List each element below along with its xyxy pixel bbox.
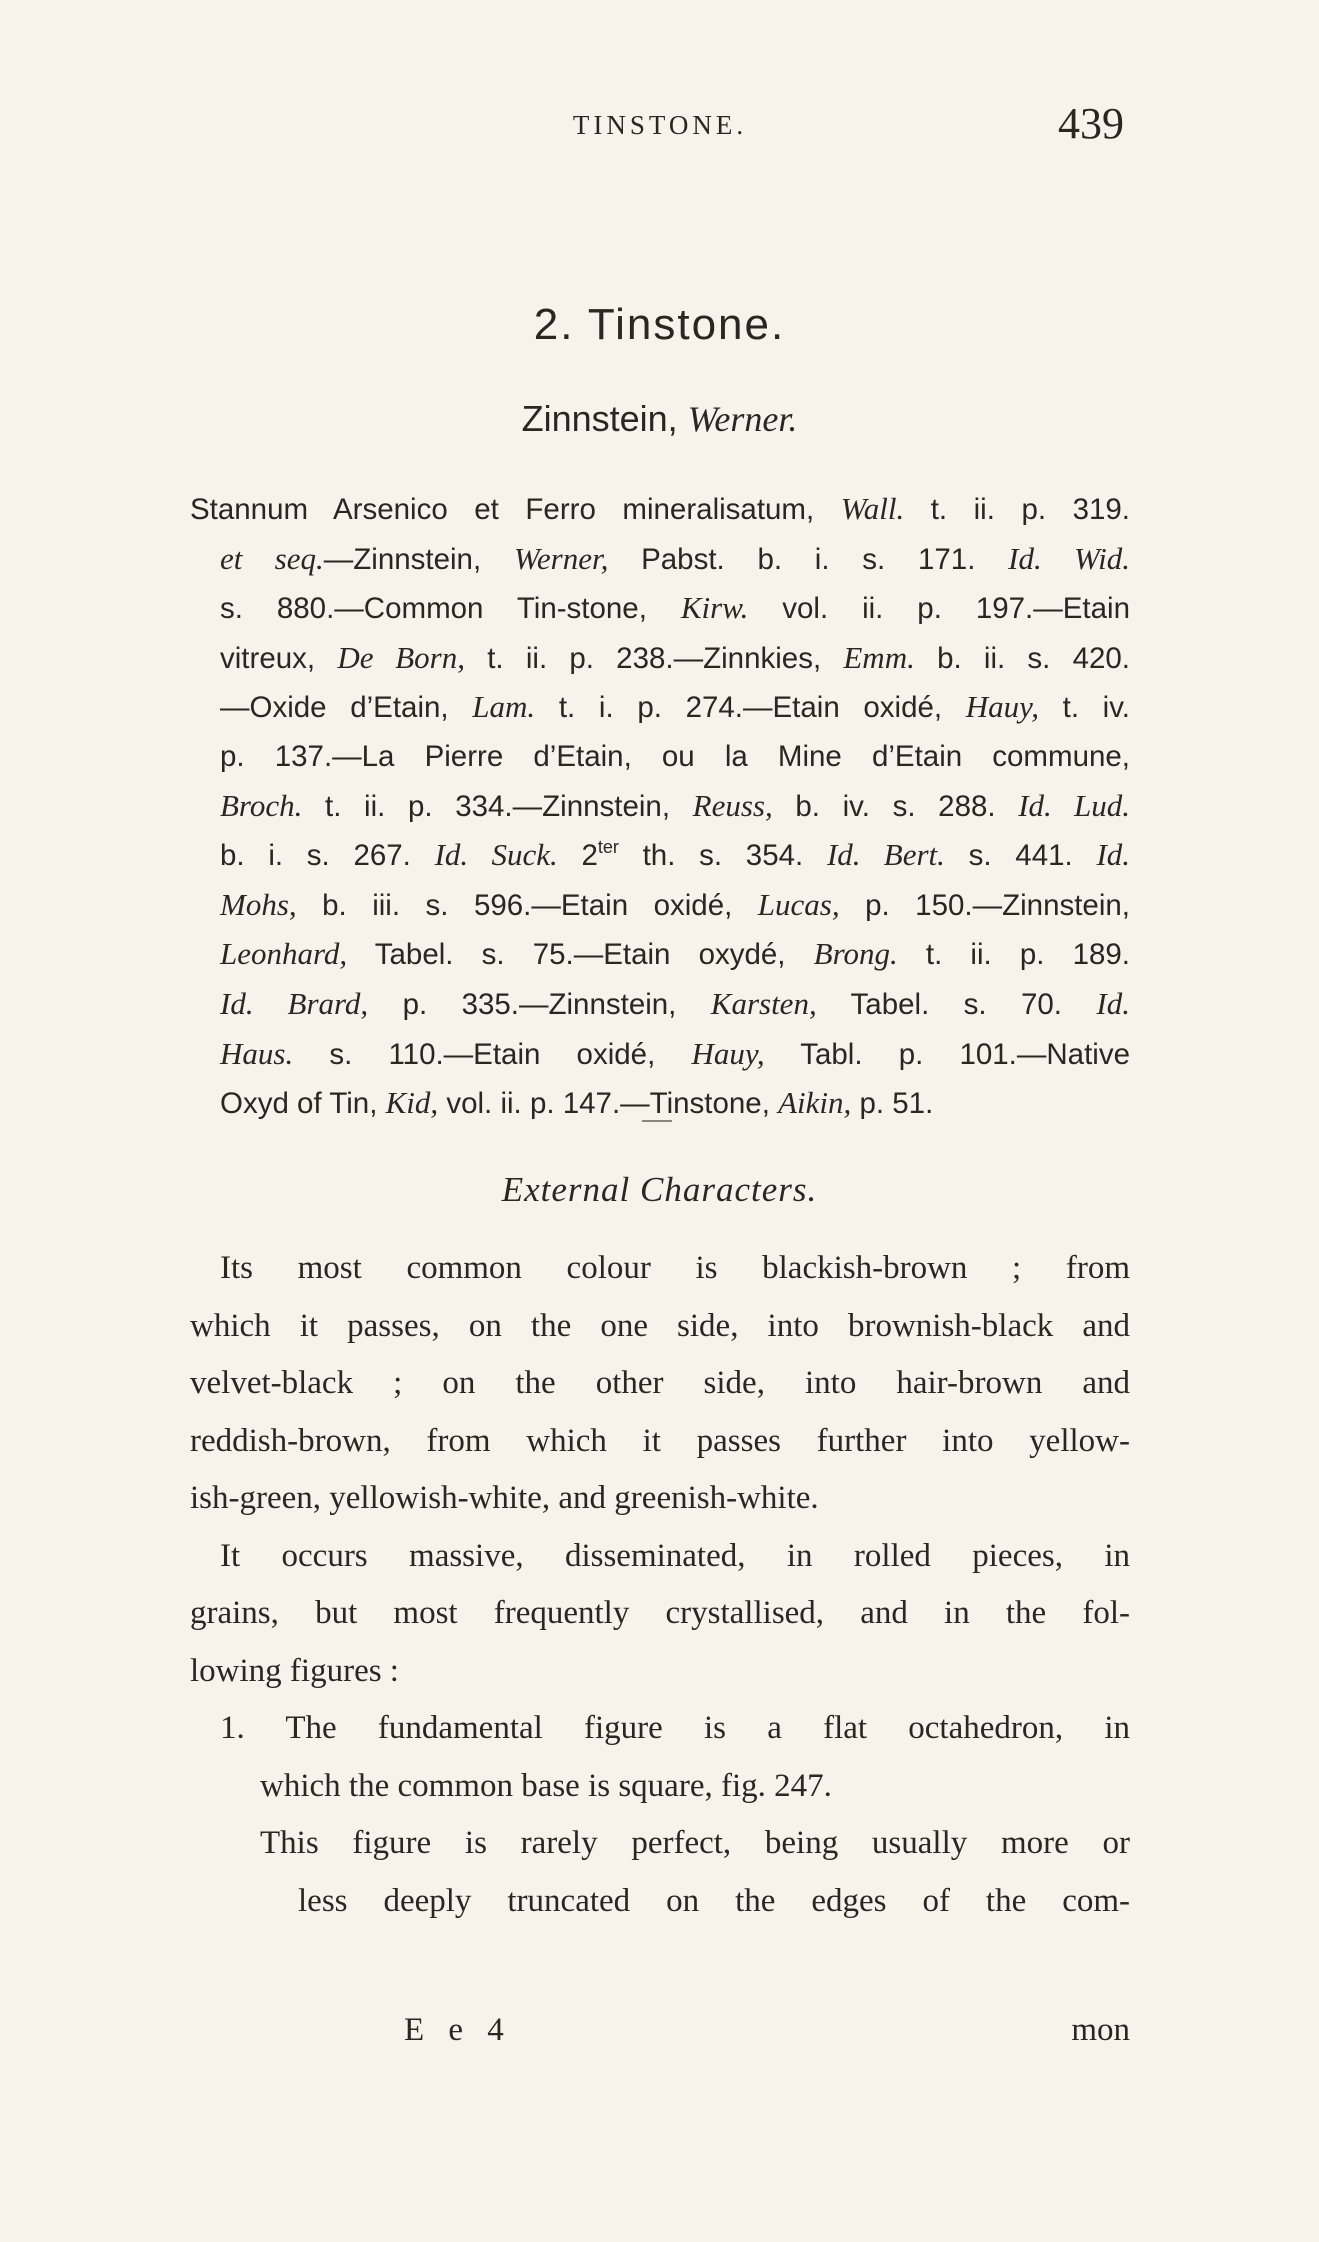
citation-author: Lucas, bbox=[757, 886, 840, 922]
citation-author: Aikin, bbox=[778, 1085, 852, 1121]
subheading-external-characters: External Characters. bbox=[501, 1170, 818, 1209]
citation-text: —Oxide d’Etain, bbox=[220, 691, 473, 725]
citation-text: t. ii. p. 189. bbox=[897, 938, 1130, 972]
catchword: mon bbox=[1071, 2012, 1130, 2048]
citation-author: De Born, bbox=[337, 639, 465, 675]
body-line: reddish-brown, from which it passes further into yellow- bbox=[190, 1422, 1130, 1459]
citation-text: Tabel. s. 75.—Etain oxydé, bbox=[347, 938, 814, 972]
citation-text: s. 110.—Etain oxidé, bbox=[293, 1037, 692, 1071]
synonymy-line bbox=[190, 831, 1130, 881]
german-name-authority: Werner. bbox=[687, 399, 798, 439]
synonymy-line bbox=[190, 980, 1130, 1030]
citation-author: Mohs, bbox=[220, 886, 297, 922]
citation-author: Leonhard, bbox=[220, 936, 348, 972]
superscript: ter bbox=[597, 837, 619, 858]
citation-text: t. iv. bbox=[1038, 691, 1130, 725]
citation-author: Lam. bbox=[472, 689, 536, 725]
body-line: Its most common colour is blackish-brown ; from bbox=[220, 1250, 1130, 1286]
citation-author: Id. Lud. bbox=[1018, 787, 1130, 823]
synonymy-line bbox=[190, 683, 1130, 733]
citation-text: b. iii. s. 596.—Etain oxidé, bbox=[296, 888, 758, 922]
synonymy-line bbox=[190, 733, 1130, 782]
citation-author: et seq. bbox=[220, 540, 324, 576]
citation-author: Wall. bbox=[840, 491, 905, 526]
citation-text: vitreux, bbox=[220, 641, 338, 675]
synonymy-line bbox=[190, 485, 1130, 535]
citation-author: Kirw. bbox=[680, 590, 749, 626]
synonymy-line bbox=[190, 584, 1130, 634]
citation-text: Tabl. p. 101.—Native bbox=[764, 1037, 1130, 1071]
citation-text: b. ii. s. 420. bbox=[914, 641, 1130, 675]
citation-author: Brong. bbox=[813, 936, 898, 972]
running-head bbox=[190, 98, 1130, 158]
citation-author: Id. Wid. bbox=[1008, 540, 1130, 576]
body-line: which it passes, on the one side, into brownish-black and bbox=[190, 1307, 1130, 1344]
list-item-line: 1. The fundamental figure is a flat octahedron, in bbox=[220, 1710, 1130, 1746]
citation-author: Id. bbox=[1096, 985, 1130, 1021]
synonymy-line bbox=[190, 535, 1130, 585]
citation-text: th. s. 354. bbox=[618, 839, 827, 873]
body-line: This figure is rarely perfect, being usually more or bbox=[260, 1825, 1130, 1861]
citation-text: —Zinnstein, bbox=[323, 542, 514, 576]
citation-text: t. ii. p. 319. bbox=[904, 493, 1130, 526]
body-line: It occurs massive, disseminated, in rolled pieces, in bbox=[220, 1537, 1130, 1574]
german-name-text: Zinnstein, bbox=[521, 398, 678, 439]
section-divider bbox=[642, 1120, 672, 1122]
citation-author: Id. bbox=[1096, 837, 1131, 873]
synonymy-paragraph bbox=[190, 485, 1130, 1129]
citation-text: p. 51. bbox=[851, 1087, 934, 1121]
body-text bbox=[190, 1240, 1130, 1930]
citation-author: Reuss, bbox=[692, 787, 773, 823]
citation-text: 2 bbox=[557, 839, 598, 873]
citation-text: b. iv. s. 288. bbox=[772, 789, 1019, 823]
citation-author: Karsten, bbox=[710, 985, 817, 1021]
body-line: lowing figures : bbox=[190, 1652, 399, 1689]
citation-author: Hauy, bbox=[691, 1035, 765, 1071]
citation-author: Id. Bert. bbox=[826, 837, 945, 873]
body-line: less deeply truncated on the edges of the com- bbox=[298, 1882, 1130, 1919]
section-title: 2. Tinstone. bbox=[533, 300, 786, 349]
page-footer bbox=[190, 2012, 1130, 2062]
citation-author: Id. Brard, bbox=[220, 985, 369, 1021]
list-item-line: which the common base is square, fig. 247. bbox=[260, 1767, 832, 1804]
citation-author: Hauy, bbox=[965, 689, 1039, 725]
body-line: velvet-black ; on the other side, into hair-brown and bbox=[190, 1365, 1130, 1401]
body-line: ish-green, yellowish-white, and greenish-white. bbox=[190, 1480, 819, 1516]
running-title: TINSTONE. bbox=[572, 110, 748, 140]
synonymy-line bbox=[190, 881, 1130, 931]
citation-author: Id. Suck. bbox=[434, 837, 558, 873]
german-name bbox=[0, 398, 1319, 440]
citation-text: t. ii. p. 238.—Zinnkies, bbox=[465, 641, 844, 675]
citation-text: p. 150.—Zinnstein, bbox=[839, 888, 1130, 922]
citation-text: Pabst. b. i. s. 171. bbox=[608, 542, 1009, 576]
synonymy-line bbox=[190, 1030, 1130, 1080]
synonymy-line bbox=[190, 634, 1130, 684]
citation-author: Emm. bbox=[843, 639, 915, 675]
citation-text: s. 880.—Common Tin-stone, bbox=[220, 592, 681, 626]
citation-text: t. i. p. 274.—Etain oxidé, bbox=[535, 691, 966, 725]
citation-text: p. 335.—Zinnstein, bbox=[368, 987, 711, 1021]
citation-author: Broch. bbox=[220, 787, 303, 823]
citation-text: vol. ii. p. 147.—Tinstone, bbox=[438, 1087, 779, 1121]
citation-author: Haus. bbox=[220, 1035, 294, 1071]
citation-text: s. 441. bbox=[944, 839, 1097, 873]
synonymy-line bbox=[190, 782, 1130, 832]
body-line: grains, but most frequently crystallised, and in the fol- bbox=[190, 1595, 1130, 1631]
synonymy-line bbox=[190, 930, 1130, 980]
page-number: 439 bbox=[1058, 99, 1124, 148]
signature-mark: E e 4 bbox=[404, 2012, 512, 2048]
citation-text: t. ii. p. 334.—Zinnstein, bbox=[302, 789, 693, 823]
citation-text: Tabel. s. 70. bbox=[816, 987, 1097, 1021]
citation-text: p. 137.—La Pierre d’Etain, ou la Mine d’Etain commune, bbox=[220, 739, 1130, 773]
citation-author: Werner, bbox=[513, 540, 609, 576]
citation-text: Stannum Arsenico et Ferro mineralisatum, bbox=[190, 493, 841, 526]
citation-text: vol. ii. p. 197.—Etain bbox=[748, 592, 1130, 626]
citation-text: Oxyd of Tin, bbox=[220, 1087, 386, 1121]
citation-author: Kid, bbox=[385, 1085, 439, 1121]
citation-text: b. i. s. 267. bbox=[220, 839, 435, 873]
